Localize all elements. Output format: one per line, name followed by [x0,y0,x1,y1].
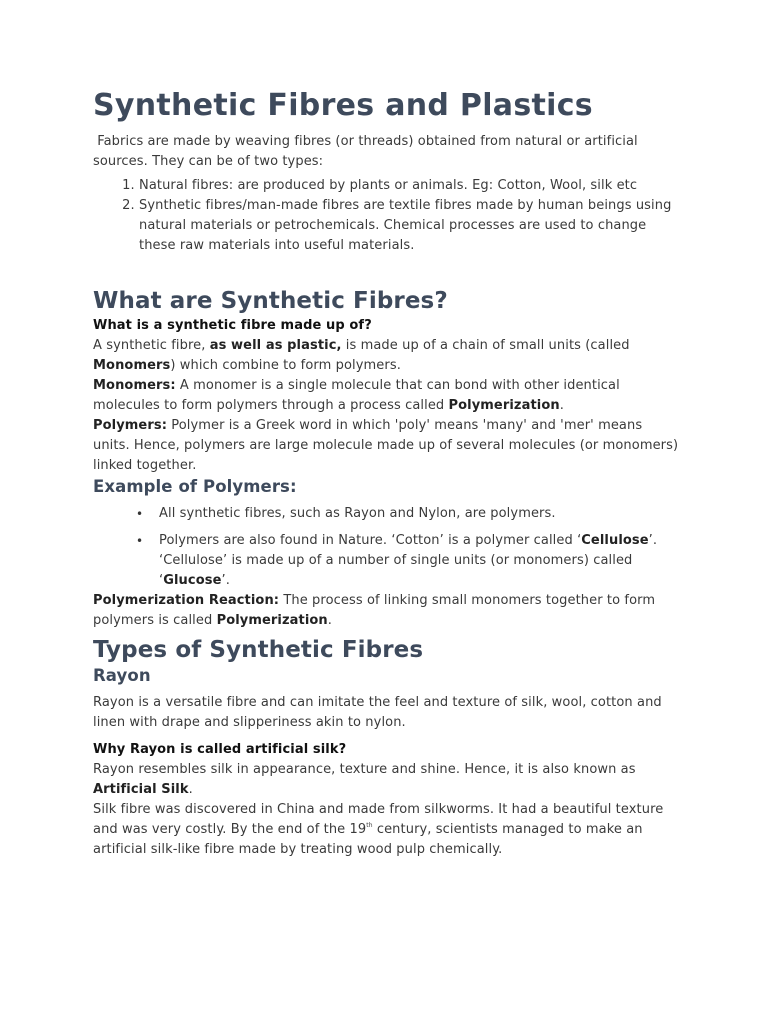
page-title: Synthetic Fibres and Plastics [93,88,593,123]
section-heading-what-are-synthetic-fibres: What are Synthetic Fibres? [93,288,448,314]
list-item: • Polymers are also found in Nature. ‘Cotton’ is a polymer called ‘Cellulose’. ‘Cellulose’ is made up of a number of single units (or monomers) called ‘Glucose’. [136,533,658,588]
section-heading-types-of-synthetic-fibres: Types of Synthetic Fibres [93,637,424,663]
list-item: • All synthetic fibres, such as Rayon and Nylon, are polymers. [159,504,683,524]
monomers-paragraph: Monomers: A monomer is a single molecule that can bond with other identical molecules to form polymers through a process called Polymerization. [93,378,620,413]
intro-paragraph: Fabrics are made by weaving fibres (or threads) obtained from natural or artificial sources. They can be of two types: [93,134,643,169]
polymerization-reaction-paragraph: Polymerization Reaction: The process of linking small monomers together to form polymers is called Polymerization. [93,593,656,628]
document-content [93,86,683,860]
polymer-examples-list [93,504,683,591]
bullet-icon: • [136,534,144,548]
silk-history-paragraph: Silk fibre was discovered in China and made from silkworms. It had a beautiful texture and was very costly. By the end of the 19th century, scientists managed to make an artificial silk-like fibre made by treating wood pulp chemically. [93,802,664,857]
question-heading: What is a synthetic fibre made up of? [93,318,372,333]
question-heading: Why Rayon is called artificial silk? [93,742,347,757]
section-heading-example-of-polymers: Example of Polymers: [93,477,297,496]
list-item: 2. Synthetic fibres/man-made fibres are textile fibres made by human beings using natural materials or petrochemicals. Chemical processes are used to change these raw materials into useful materials. [139,196,683,256]
subheading-rayon: Rayon [93,666,151,685]
rayon-description: Rayon is a versatile fibre and can imitate the feel and texture of silk, wool, cotton and linen with drape and slipperiness akin to nylon. [93,695,662,730]
rayon-artificial-silk-paragraph: Rayon resembles silk in appearance, texture and shine. Hence, it is also known as Artificial Silk. [93,762,636,797]
fibre-types-list [93,176,683,256]
synthetic-fibre-paragraph: A synthetic fibre, as well as plastic, is made up of a chain of small units (called Monomers) which combine to form polymers. [93,338,630,373]
bullet-icon: • [136,507,144,521]
list-item: 1. Natural fibres: are produced by plants or animals. Eg: Cotton, Wool, silk etc [139,176,683,196]
polymers-paragraph: Polymers: Polymer is a Greek word in which 'poly' means 'many' and 'mer' means units. Hence, polymers are large molecule made up of several molecules (or monomers) linked together. [93,418,679,473]
